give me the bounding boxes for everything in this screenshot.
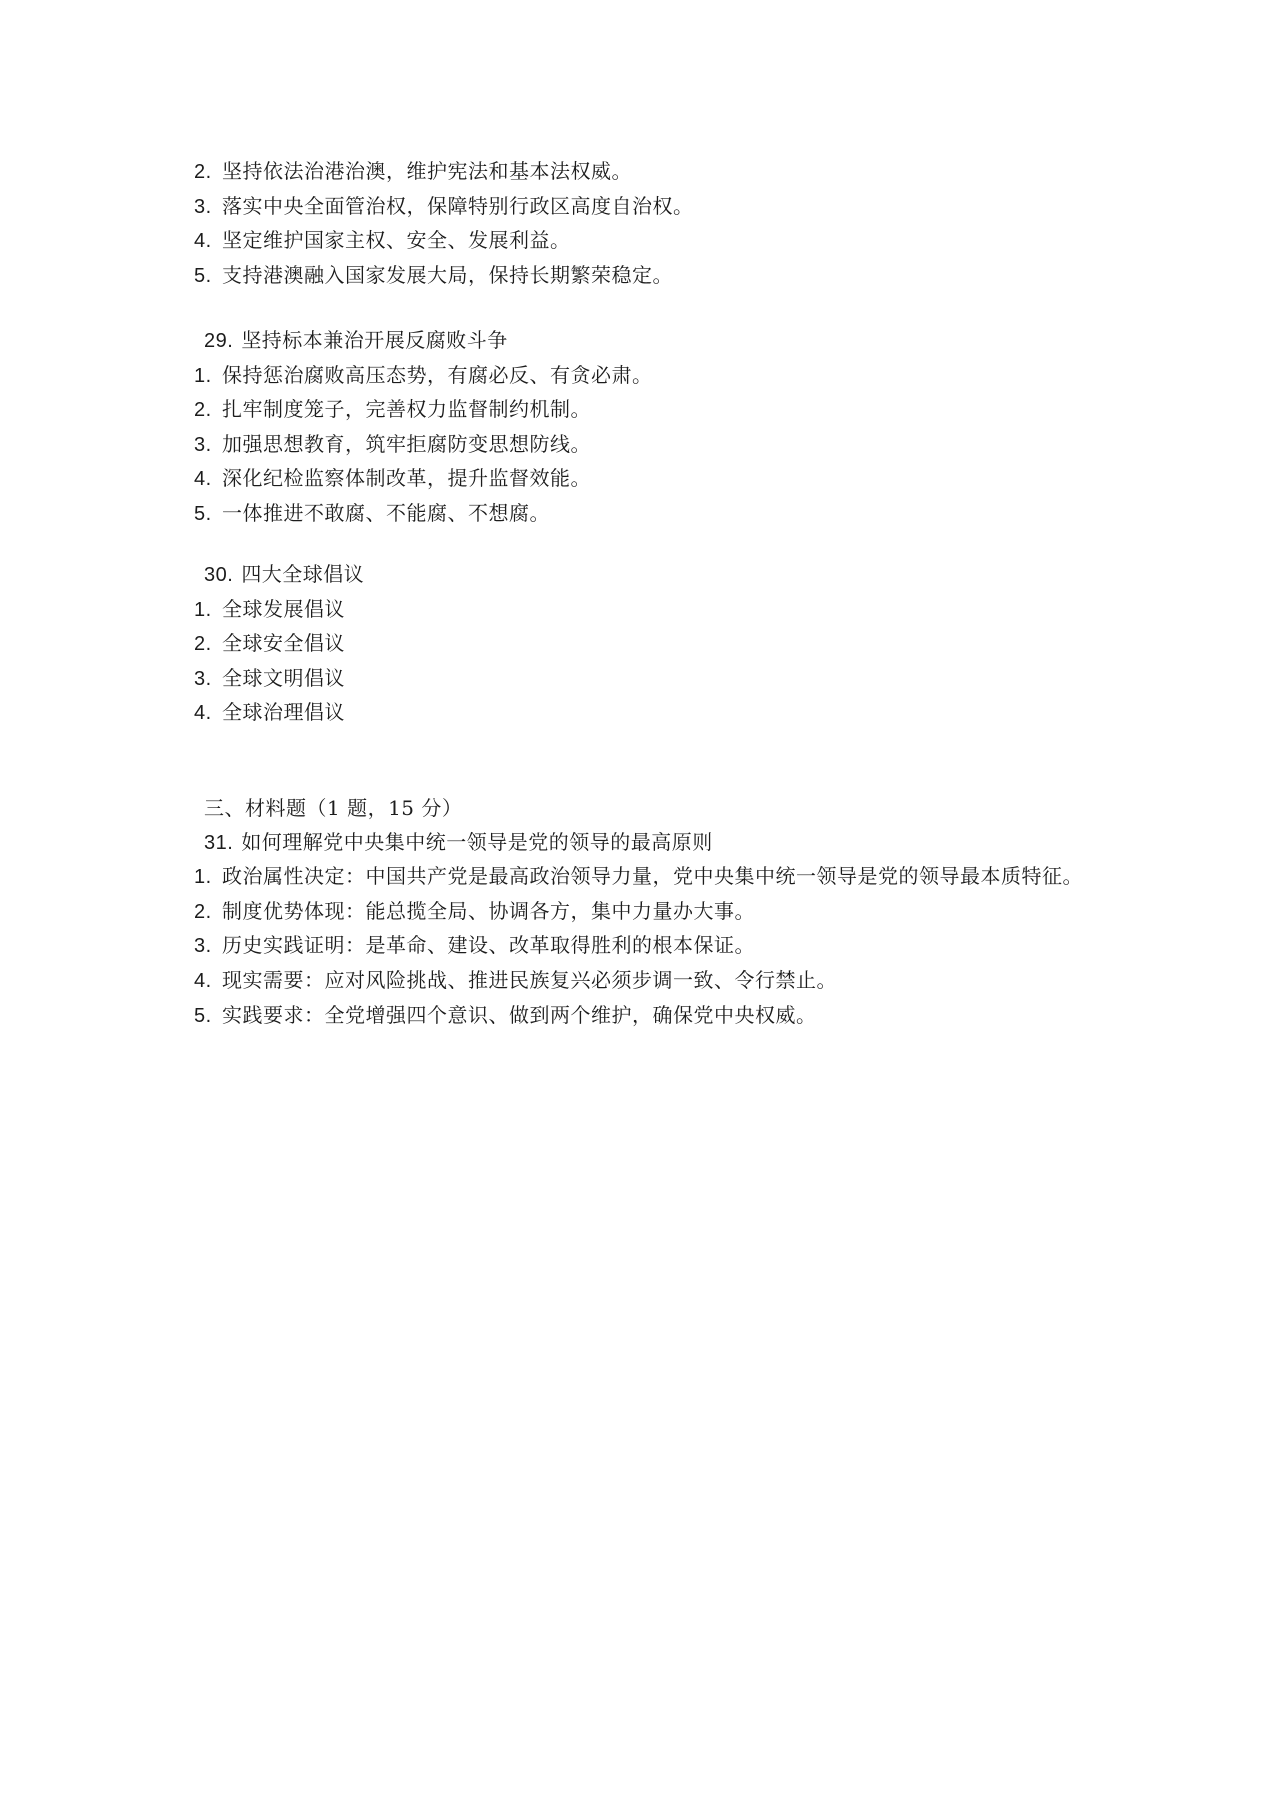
item-text: 全球发展倡议 bbox=[222, 596, 345, 621]
section-29 bbox=[194, 324, 1094, 532]
list-item bbox=[194, 155, 1094, 190]
item-number: 5. bbox=[194, 502, 212, 525]
item-number: 4. bbox=[194, 702, 212, 725]
list-item bbox=[194, 696, 1094, 731]
item-text: 实践要求：全党增强四个意识、做到两个维护，确保党中央权威。 bbox=[222, 1002, 817, 1027]
list-item bbox=[194, 593, 1094, 628]
section-material-question bbox=[194, 792, 1094, 1033]
list-item bbox=[194, 224, 1094, 259]
item-text: 落实中央全面管治权，保障特别行政区高度自治权。 bbox=[222, 193, 694, 218]
question-number: 31. bbox=[204, 831, 234, 854]
heading-number: 29. bbox=[204, 330, 234, 352]
heading-text: 四大全球倡议 bbox=[241, 562, 365, 586]
list-item bbox=[194, 627, 1094, 662]
item-number: 5. bbox=[194, 264, 212, 287]
list-item bbox=[194, 190, 1094, 225]
question-text: 如何理解党中央集中统一领导是党的领导的最高原则 bbox=[241, 829, 713, 854]
item-text: 全球治理倡议 bbox=[222, 700, 345, 725]
item-text: 坚持依法治港治澳，维护宪法和基本法权威。 bbox=[222, 159, 632, 183]
list-item bbox=[194, 860, 1094, 895]
list-item bbox=[194, 895, 1094, 930]
list-item bbox=[194, 428, 1094, 463]
heading-text: 坚持标本兼治开展反腐败斗争 bbox=[241, 328, 508, 352]
item-number: 2. bbox=[194, 900, 212, 923]
item-text: 加强思想教育，筑牢拒腐防变思想防线。 bbox=[222, 431, 591, 456]
list-item bbox=[194, 497, 1094, 532]
list-item bbox=[194, 393, 1094, 428]
question-heading bbox=[194, 826, 1094, 861]
item-text: 制度优势体现：能总揽全局、协调各方，集中力量办大事。 bbox=[222, 898, 755, 923]
item-number: 5. bbox=[194, 1004, 212, 1027]
item-number: 1. bbox=[194, 364, 212, 387]
item-text: 坚定维护国家主权、安全、发展利益。 bbox=[222, 228, 571, 253]
item-number: 1. bbox=[194, 866, 212, 889]
item-number: 4. bbox=[194, 230, 212, 253]
item-number: 3. bbox=[194, 667, 212, 690]
item-number: 1. bbox=[194, 598, 212, 621]
item-number: 2. bbox=[194, 161, 212, 183]
item-text: 深化纪检监察体制改革，提升监督效能。 bbox=[222, 466, 591, 491]
item-text: 政治属性决定：中国共产党是最高政治领导力量，党中央集中统一领导是党的领导最本质特征。 bbox=[222, 864, 1083, 889]
item-text: 支持港澳融入国家发展大局，保持长期繁荣稳定。 bbox=[222, 262, 673, 287]
list-item bbox=[194, 929, 1094, 964]
item-number: 3. bbox=[194, 935, 212, 958]
item-text: 全球文明倡议 bbox=[222, 665, 345, 690]
item-text: 全球安全倡议 bbox=[222, 631, 345, 656]
section-30 bbox=[194, 558, 1094, 731]
item-text: 现实需要：应对风险挑战、推进民族复兴必须步调一致、令行禁止。 bbox=[222, 967, 837, 992]
part-title: 三、材料题（1 题，15 分） bbox=[204, 796, 463, 820]
item-text: 历史实践证明：是革命、建设、改革取得胜利的根本保证。 bbox=[222, 933, 755, 958]
section-heading bbox=[194, 558, 1094, 593]
hk-macau-list bbox=[194, 155, 1094, 293]
list-item bbox=[194, 964, 1094, 999]
list-item bbox=[194, 359, 1094, 394]
item-text: 保持惩治腐败高压态势，有腐必反、有贪必肃。 bbox=[222, 362, 653, 387]
list-item bbox=[194, 462, 1094, 497]
item-number: 2. bbox=[194, 633, 212, 656]
item-text: 扎牢制度笼子，完善权力监督制约机制。 bbox=[222, 397, 591, 422]
item-number: 4. bbox=[194, 969, 212, 992]
heading-number: 30. bbox=[204, 564, 234, 586]
item-number: 4. bbox=[194, 468, 212, 491]
item-text: 一体推进不敢腐、不能腐、不想腐。 bbox=[222, 500, 550, 525]
item-number: 3. bbox=[194, 433, 212, 456]
list-item bbox=[194, 999, 1094, 1034]
item-number: 2. bbox=[194, 399, 212, 422]
section-heading bbox=[194, 324, 1094, 359]
list-item bbox=[194, 259, 1094, 294]
item-number: 3. bbox=[194, 195, 212, 218]
list-item bbox=[194, 662, 1094, 697]
